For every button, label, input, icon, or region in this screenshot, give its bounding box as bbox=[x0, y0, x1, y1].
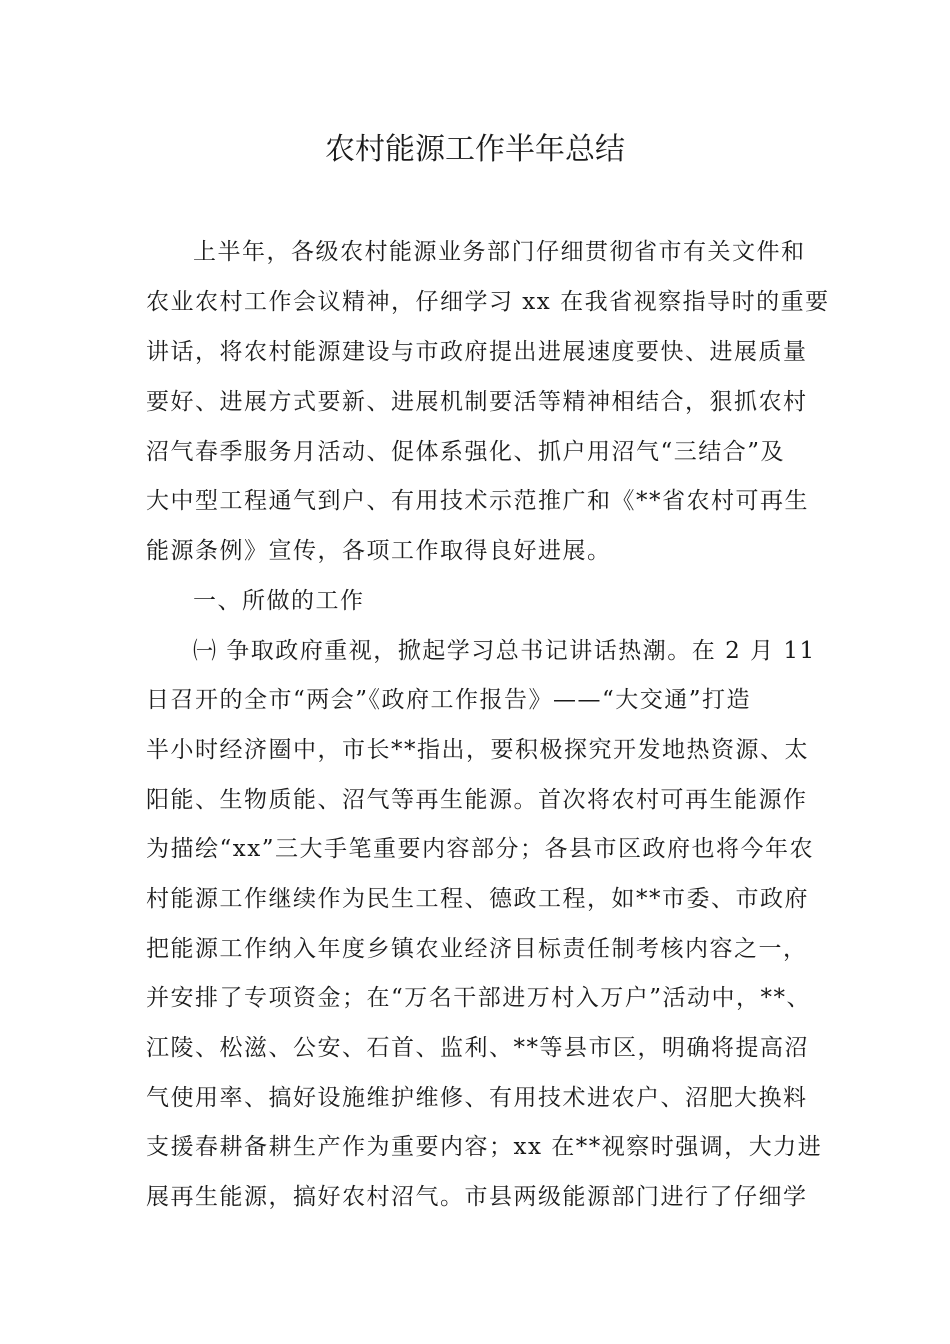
text-line: 要好、进展方式要新、进展机制要活等精神相结合，狠抓农村 bbox=[146, 389, 808, 415]
text-line: 气使用率、搞好设施维护维修、有用技术进农户、沼肥大换料 bbox=[146, 1085, 808, 1111]
text-line: 讲话，将农村能源建设与市政府提出进展速度要快、进展质量 bbox=[146, 339, 808, 365]
text-line: 并安排了专项资金；在“万名干部进万村入万户”活动中，**、 bbox=[146, 985, 812, 1011]
document-title: 农村能源工作半年总结 bbox=[325, 132, 625, 167]
text-line: 农业农村工作会议精神，仔细学习 xx 在我省视察指导时的重要 bbox=[146, 289, 830, 315]
text-line: 把能源工作纳入年度乡镇农业经济目标责任制考核内容之一， bbox=[146, 936, 808, 962]
text-line: 日召开的全市“两会”《政府工作报告》——“大交通”打造 bbox=[146, 687, 752, 713]
text-line: 大中型工程通气到户、有用技术示范推广和《**省农村可再生 bbox=[146, 488, 809, 514]
text-line: 半小时经济圈中，市长**指出，要积极探究开发地热资源、太 bbox=[146, 737, 809, 763]
section-heading: 一、所做的工作 bbox=[193, 588, 365, 614]
text-line: 展再生能源，搞好农村沼气。市县两级能源部门进行了仔细学 bbox=[146, 1184, 808, 1210]
text-line: 支援春耕备耕生产作为重要内容；xx 在**视察时强调，大力进 bbox=[146, 1134, 823, 1160]
text-line: 阳能、生物质能、沼气等再生能源。首次将农村可再生能源作 bbox=[146, 787, 808, 813]
text-line: 江陵、松滋、公安、石首、监利、**等县市区，明确将提高沼 bbox=[146, 1035, 809, 1061]
text-line: 沼气春季服务月活动、促体系强化、抓户用沼气“三结合”及 bbox=[146, 439, 786, 465]
text-line: 为描绘“xx”三大手笔重要内容部分；各县市区政府也将今年农 bbox=[146, 836, 814, 862]
text-line: 上半年，各级农村能源业务部门仔细贯彻省市有关文件和 bbox=[193, 239, 806, 265]
text-line: 能源条例》宣传，各项工作取得良好进展。 bbox=[146, 538, 612, 564]
text-line: 村能源工作继续作为民生工程、德政工程，如**市委、市政府 bbox=[146, 886, 809, 912]
text-line: ㈠ 争取政府重视，掀起学习总书记讲话热潮。在 2 月 11 bbox=[193, 638, 816, 664]
